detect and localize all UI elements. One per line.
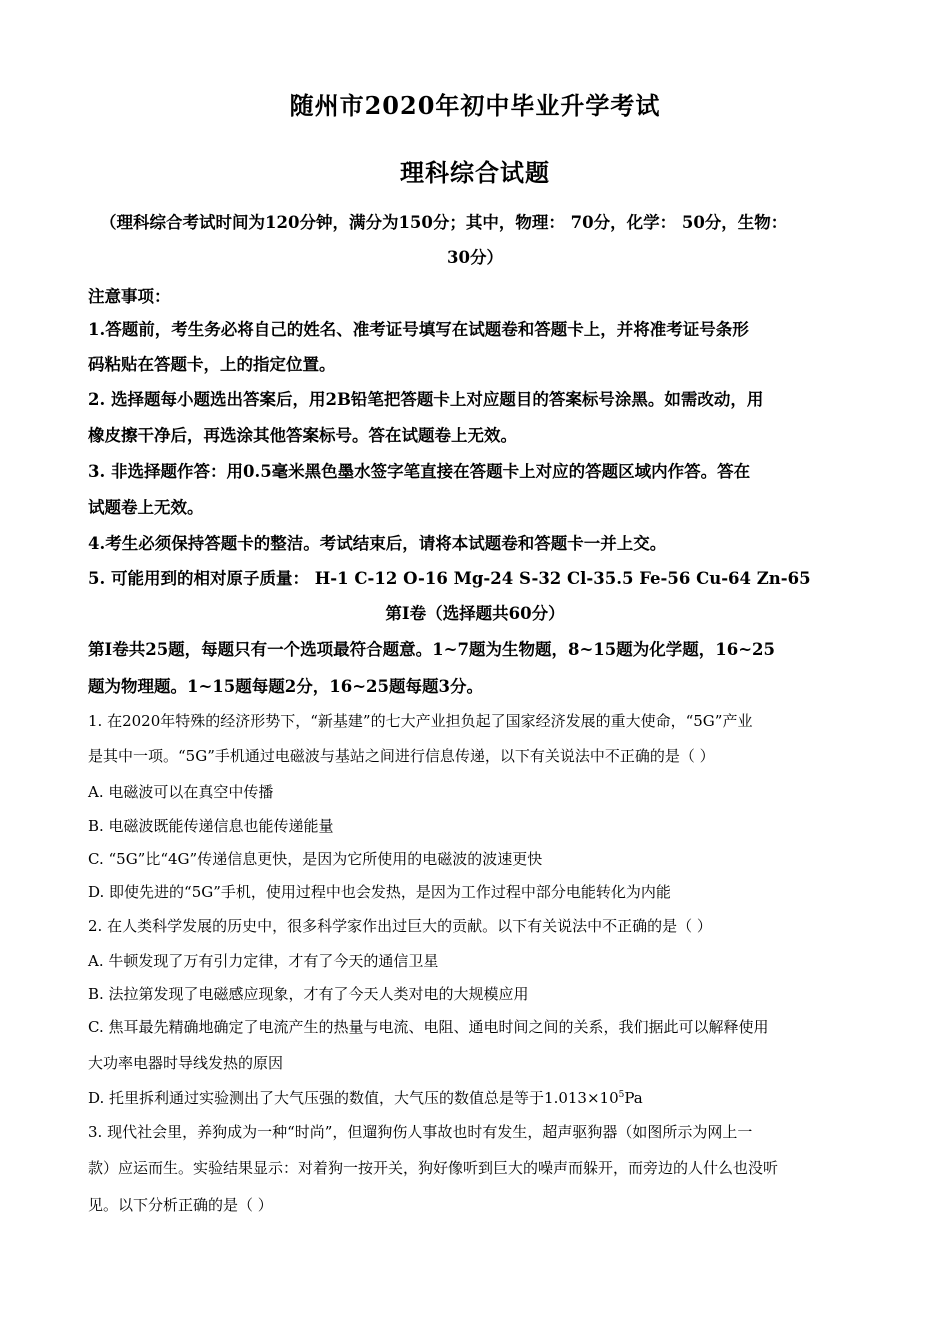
notice-item3-line1: 3. 非选择题作答：用0.5毫米黑色墨水签字笔直接在答题卡上对应的答题区域内作答。答在 bbox=[88, 462, 751, 481]
q3-stem-line3: 见。以下分析正确的是（ ） bbox=[88, 1196, 273, 1214]
q2-option-b: B. 法拉第发现了电磁感应现象，才有了今天人类对电的大规模应用 bbox=[88, 985, 529, 1003]
notice-item4: 4.考生必须保持答题卡的整洁。考试结束后，请将本试题卷和答题卡一并上交。 bbox=[88, 534, 667, 553]
q1-option-a: A. 电磁波可以在真空中传播 bbox=[88, 783, 274, 801]
q2-option-d-unit: Pa bbox=[624, 1089, 643, 1107]
q1-option-c: C. “5G”比“4G”传递信息更快，是因为它所使用的电磁波的波速更快 bbox=[88, 850, 543, 868]
page-subtitle: 理科综合试题 bbox=[400, 158, 550, 187]
q2-option-d-text: D. 托里拆利通过实验测出了大气压强的数值，大气压的数值总是等于1.013×10 bbox=[88, 1089, 619, 1107]
q3-stem-line2: 款）应运而生。实验结果显示：对着狗一按开关，狗好像听到巨大的噪声而躲开，而旁边的人什么也没听 bbox=[88, 1159, 779, 1177]
section-title: 第Ⅰ卷（选择题共60分） bbox=[385, 604, 565, 623]
q1-option-b: B. 电磁波既能传递信息也能传递能量 bbox=[88, 817, 334, 835]
notice-heading: 注意事项： bbox=[88, 287, 171, 306]
section-intro-line1: 第Ⅰ卷共25题，每题只有一个选项最符合题意。1~7题为生物题，8~15题为化学题，16~25 bbox=[88, 640, 775, 659]
q2-stem: 2. 在人类科学发展的历史中，很多科学家作出过巨大的贡献。以下有关说法中不正确的是（ ） bbox=[88, 917, 712, 935]
notice-item2-line1: 2. 选择题每小题选出答案后，用2B铅笔把答题卡上对应题目的答案标号涂黑。如需改动，用 bbox=[88, 390, 764, 409]
notice-item1-line2: 码粘贴在答题卡，上的指定位置。 bbox=[88, 355, 336, 374]
q3-stem-line1: 3. 现代社会里，养狗成为一种“时尚”，但遛狗伤人事故也时有发生，超声驱狗器（如图所示为网上一 bbox=[88, 1123, 753, 1141]
page-title: 随州市2020年初中毕业升学考试 bbox=[289, 91, 661, 120]
q2-option-c-line1: C. 焦耳最先精确地确定了电流产生的热量与电流、电阻、通电时间之间的关系，我们据此可以解释使用 bbox=[88, 1018, 769, 1036]
q2-option-c-line2: 大功率电器时导线发热的原因 bbox=[88, 1054, 284, 1072]
q1-stem-line2: 是其中一项。“5G”手机通过电磁波与基站之间进行信息传递，以下有关说法中不正确的是（ ） bbox=[88, 747, 715, 765]
time-note-line2: 30分） bbox=[447, 248, 503, 267]
notice-item3-line2: 试题卷上无效。 bbox=[88, 498, 204, 517]
notice-item2-line2: 橡皮擦干净后，再选涂其他答案标号。答在试题卷上无效。 bbox=[88, 426, 517, 445]
notice-item1-line1: 1.答题前，考生务必将自己的姓名、准考证号填写在试题卷和答题卡上，并将准考证号条形 bbox=[88, 320, 749, 339]
notice-item5: 5. 可能用到的相对原子质量： H-1 C-12 O-16 Mg-24 S-32 Cl-35.5 Fe-56 Cu-64 Zn-65 bbox=[88, 569, 811, 588]
section-intro-line2: 题为物理题。1~15题每题2分，16~25题每题3分。 bbox=[88, 677, 483, 696]
q1-option-d: D. 即使先进的“5G”手机，使用过程中也会发热，是因为工作过程中部分电能转化为内能 bbox=[88, 883, 671, 901]
q2-option-d-exponent: 5 bbox=[618, 1090, 625, 1100]
q1-stem-line1: 1. 在2020年特殊的经济形势下，“新基建”的七大产业担负起了国家经济发展的重大使命，“5G”产业 bbox=[88, 712, 753, 730]
q2-option-a: A. 牛顿发现了万有引力定律，才有了今天的通信卫星 bbox=[88, 952, 439, 970]
time-note-line1: （理科综合考试时间为120分钟，满分为150分；其中，物理： 70分，化学： 50分，生物： bbox=[100, 213, 788, 232]
q2-option-d bbox=[88, 1087, 643, 1108]
